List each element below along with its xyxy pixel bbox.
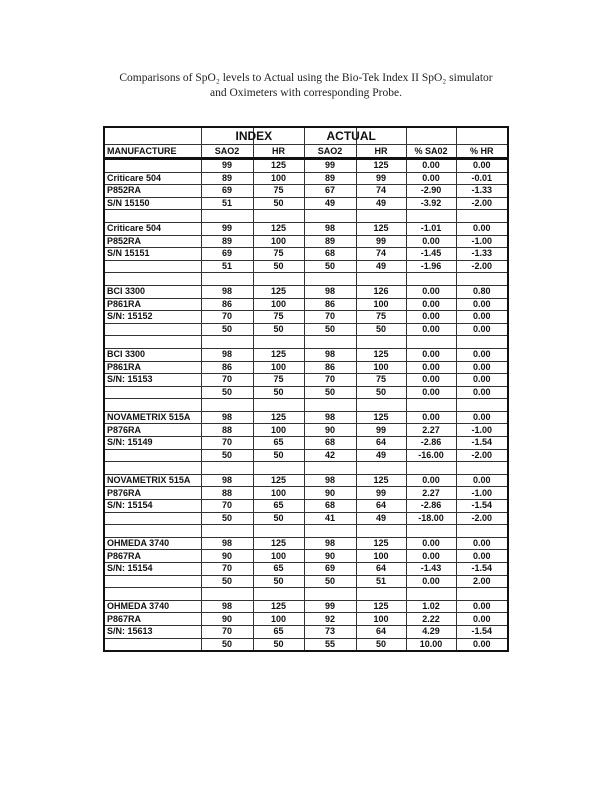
table-row (104, 235, 508, 248)
cell-actual-hr: 125 (356, 537, 406, 550)
cell-actual-hr: 100 (356, 361, 406, 374)
table-row (104, 449, 508, 462)
device-label: P876RA (104, 487, 201, 500)
cell-index-sao2: 50 (201, 638, 253, 651)
cell-pct-sao2: -2.86 (406, 437, 456, 450)
device-label: S/N: 15153 (104, 374, 201, 387)
table-row (104, 487, 508, 500)
device-label: P852RA (104, 185, 201, 198)
device-label: S/N 15150 (104, 197, 201, 210)
cell-pct-sao2: 0.00 (406, 575, 456, 588)
header-index-hr: HR (253, 145, 304, 159)
cell-actual-sao2: 99 (304, 600, 356, 613)
cell-pct-hr: 0.00 (456, 348, 508, 361)
header-actual-hr: HR (356, 145, 406, 159)
cell-actual-hr: 64 (356, 500, 406, 513)
cell-actual-sao2: 70 (304, 374, 356, 387)
cell-actual-sao2: 50 (304, 323, 356, 336)
cell-index-hr: 65 (253, 563, 304, 576)
cell-pct-hr: -1.54 (456, 500, 508, 513)
cell-pct-sao2: -1.01 (406, 222, 456, 235)
group-header-row (104, 127, 508, 145)
device-label (104, 159, 201, 173)
cell-pct-hr: 0.00 (456, 550, 508, 563)
cell-pct-sao2: 10.00 (406, 638, 456, 651)
cell-actual-sao2: 73 (304, 625, 356, 638)
cell-index-sao2: 88 (201, 487, 253, 500)
cell-index-sao2: 88 (201, 424, 253, 437)
cell-index-hr: 125 (253, 537, 304, 550)
cell-pct-hr: 0.80 (456, 285, 508, 298)
cell-actual-sao2: 50 (304, 260, 356, 273)
table-row (104, 563, 508, 576)
device-label: P867RA (104, 550, 201, 563)
cell-actual-sao2: 69 (304, 563, 356, 576)
device-label: Criticare 504 (104, 172, 201, 185)
column-header-row (104, 145, 508, 159)
cell-actual-hr: 126 (356, 285, 406, 298)
cell-index-sao2: 70 (201, 500, 253, 513)
cell-actual-sao2: 90 (304, 424, 356, 437)
table-row (104, 625, 508, 638)
cell-actual-sao2: 98 (304, 348, 356, 361)
cell-pct-hr: -2.00 (456, 260, 508, 273)
cell-actual-hr: 99 (356, 235, 406, 248)
cell-index-sao2: 90 (201, 550, 253, 563)
header-index-sao2: SAO2 (201, 145, 253, 159)
table-row (104, 260, 508, 273)
table-row (104, 285, 508, 298)
actual-group-label: ACTUAL (326, 128, 376, 143)
table-row (104, 323, 508, 336)
cell-pct-sao2: 0.00 (406, 537, 456, 550)
cell-actual-hr: 75 (356, 374, 406, 387)
cell-pct-sao2: 2.27 (406, 424, 456, 437)
cell-index-hr: 75 (253, 185, 304, 198)
device-label (104, 449, 201, 462)
spacer-row (104, 210, 508, 223)
device-label: NOVAMETRIX 515A (104, 411, 201, 424)
cell-index-sao2: 86 (201, 361, 253, 374)
cell-actual-sao2: 68 (304, 248, 356, 261)
device-label (104, 323, 201, 336)
cell-index-sao2: 90 (201, 613, 253, 626)
cell-index-hr: 100 (253, 487, 304, 500)
cell-pct-hr: -1.54 (456, 437, 508, 450)
cell-index-sao2: 69 (201, 185, 253, 198)
table-row (104, 550, 508, 563)
cell-index-sao2: 99 (201, 222, 253, 235)
cell-index-sao2: 50 (201, 512, 253, 525)
cell-actual-hr: 99 (356, 424, 406, 437)
cell-pct-hr: 0.00 (456, 474, 508, 487)
cell-actual-hr: 74 (356, 185, 406, 198)
cell-pct-hr: -1.54 (456, 563, 508, 576)
cell-pct-hr: 0.00 (456, 638, 508, 651)
cell-pct-hr: -0.01 (456, 172, 508, 185)
device-label: S/N: 15152 (104, 311, 201, 324)
spacer-row (104, 588, 508, 601)
cell-pct-hr: 0.00 (456, 298, 508, 311)
table-row (104, 222, 508, 235)
cell-index-hr: 100 (253, 235, 304, 248)
cell-index-sao2: 89 (201, 235, 253, 248)
cell-pct-hr: -1.33 (456, 185, 508, 198)
table-row (104, 298, 508, 311)
cell-pct-hr: -1.33 (456, 248, 508, 261)
device-label: P867RA (104, 613, 201, 626)
cell-pct-sao2: 2.22 (406, 613, 456, 626)
cell-pct-hr: 0.00 (456, 374, 508, 387)
cell-actual-sao2: 50 (304, 575, 356, 588)
device-label: S/N: 15613 (104, 625, 201, 638)
cell-actual-hr: 64 (356, 563, 406, 576)
spacer-row (104, 525, 508, 538)
cell-actual-hr: 64 (356, 437, 406, 450)
cell-actual-hr: 100 (356, 550, 406, 563)
spacer-row (104, 462, 508, 475)
device-label: P876RA (104, 424, 201, 437)
table-row (104, 361, 508, 374)
cell-pct-hr: -2.00 (456, 512, 508, 525)
cell-actual-sao2: 41 (304, 512, 356, 525)
cell-index-sao2: 98 (201, 411, 253, 424)
cell-pct-hr: -1.00 (456, 235, 508, 248)
cell-actual-hr: 49 (356, 512, 406, 525)
cell-actual-sao2: 68 (304, 500, 356, 513)
cell-pct-sao2: 4.29 (406, 625, 456, 638)
cell-index-sao2: 86 (201, 298, 253, 311)
cell-actual-hr: 50 (356, 386, 406, 399)
device-label: S/N: 15154 (104, 500, 201, 513)
cell-actual-sao2: 50 (304, 386, 356, 399)
table-row (104, 424, 508, 437)
cell-index-hr: 50 (253, 386, 304, 399)
cell-actual-sao2: 42 (304, 449, 356, 462)
cell-pct-sao2: 0.00 (406, 235, 456, 248)
cell-index-hr: 100 (253, 424, 304, 437)
cell-pct-hr: -2.00 (456, 197, 508, 210)
cell-pct-sao2: 0.00 (406, 298, 456, 311)
table-row (104, 638, 508, 651)
table-row (104, 197, 508, 210)
cell-pct-hr: 0.00 (456, 159, 508, 173)
document-title (0, 71, 612, 101)
cell-actual-hr: 125 (356, 474, 406, 487)
cell-index-hr: 125 (253, 222, 304, 235)
cell-actual-hr: 125 (356, 159, 406, 173)
device-label: NOVAMETRIX 515A (104, 474, 201, 487)
device-label: P861RA (104, 298, 201, 311)
spacer-row (104, 273, 508, 286)
cell-pct-hr: -1.00 (456, 487, 508, 500)
cell-index-hr: 100 (253, 298, 304, 311)
table-row (104, 348, 508, 361)
title-line-1: Comparisons of SpO₂ levels to Actual using the Bio-Tek Index II SpO₂ simulator (119, 72, 493, 84)
cell-pct-sao2: -3.92 (406, 197, 456, 210)
cell-index-hr: 125 (253, 474, 304, 487)
cell-actual-hr: 125 (356, 222, 406, 235)
cell-index-sao2: 99 (201, 159, 253, 173)
cell-actual-hr: 99 (356, 172, 406, 185)
cell-pct-hr: 0.00 (456, 600, 508, 613)
cell-actual-sao2: 98 (304, 222, 356, 235)
header-manufacture: MANUFACTURE (104, 145, 201, 159)
table-row (104, 374, 508, 387)
spacer-row (104, 336, 508, 349)
cell-actual-hr: 100 (356, 298, 406, 311)
table-row (104, 500, 508, 513)
cell-actual-hr: 50 (356, 638, 406, 651)
table-row (104, 613, 508, 626)
device-label: OHMEDA 3740 (104, 537, 201, 550)
cell-actual-sao2: 90 (304, 487, 356, 500)
cell-pct-sao2: -2.90 (406, 185, 456, 198)
cell-pct-hr: 0.00 (456, 323, 508, 336)
cell-index-hr: 65 (253, 625, 304, 638)
cell-index-hr: 50 (253, 575, 304, 588)
cell-pct-sao2: 0.00 (406, 172, 456, 185)
cell-actual-hr: 125 (356, 411, 406, 424)
cell-index-sao2: 50 (201, 449, 253, 462)
cell-actual-sao2: 98 (304, 537, 356, 550)
cell-pct-hr: -1.00 (456, 424, 508, 437)
comparison-table (103, 126, 509, 652)
cell-pct-sao2: -2.86 (406, 500, 456, 513)
header-pct-hr: % HR (456, 145, 508, 159)
cell-pct-sao2: 0.00 (406, 361, 456, 374)
table-row (104, 437, 508, 450)
cell-pct-sao2: 0.00 (406, 386, 456, 399)
device-label: P852RA (104, 235, 201, 248)
table-row (104, 411, 508, 424)
cell-pct-sao2: 0.00 (406, 159, 456, 173)
device-label: P861RA (104, 361, 201, 374)
cell-pct-sao2: -16.00 (406, 449, 456, 462)
cell-index-hr: 100 (253, 172, 304, 185)
table-row (104, 185, 508, 198)
cell-actual-hr: 99 (356, 487, 406, 500)
cell-actual-sao2: 98 (304, 411, 356, 424)
cell-index-sao2: 51 (201, 260, 253, 273)
cell-index-hr: 50 (253, 638, 304, 651)
cell-pct-sao2: 0.00 (406, 411, 456, 424)
cell-index-hr: 65 (253, 437, 304, 450)
cell-actual-sao2: 89 (304, 235, 356, 248)
cell-index-sao2: 70 (201, 437, 253, 450)
device-label: BCI 3300 (104, 348, 201, 361)
cell-actual-sao2: 86 (304, 361, 356, 374)
cell-index-hr: 100 (253, 361, 304, 374)
cell-index-hr: 125 (253, 285, 304, 298)
cell-pct-sao2: -18.00 (406, 512, 456, 525)
cell-pct-hr: 0.00 (456, 537, 508, 550)
cell-pct-sao2: 0.00 (406, 323, 456, 336)
cell-index-sao2: 70 (201, 625, 253, 638)
cell-index-sao2: 98 (201, 348, 253, 361)
device-label: OHMEDA 3740 (104, 600, 201, 613)
cell-index-hr: 50 (253, 449, 304, 462)
cell-pct-sao2: -1.45 (406, 248, 456, 261)
device-label: BCI 3300 (104, 285, 201, 298)
cell-actual-sao2: 86 (304, 298, 356, 311)
device-label (104, 638, 201, 651)
cell-index-sao2: 98 (201, 600, 253, 613)
table-row (104, 537, 508, 550)
cell-actual-hr: 64 (356, 625, 406, 638)
cell-index-sao2: 69 (201, 248, 253, 261)
cell-pct-hr: 0.00 (456, 222, 508, 235)
cell-pct-sao2: -1.96 (406, 260, 456, 273)
cell-actual-sao2: 99 (304, 159, 356, 173)
device-label (104, 512, 201, 525)
cell-index-hr: 75 (253, 374, 304, 387)
index-group-label: INDEX (235, 127, 286, 145)
cell-actual-sao2: 98 (304, 474, 356, 487)
cell-actual-sao2: 89 (304, 172, 356, 185)
cell-actual-sao2: 92 (304, 613, 356, 626)
cell-actual-sao2: 70 (304, 311, 356, 324)
cell-actual-hr: 50 (356, 323, 406, 336)
table-row (104, 248, 508, 261)
device-label: S/N: 15149 (104, 437, 201, 450)
title-line-2: and Oximeters with corresponding Probe. (210, 87, 402, 99)
cell-actual-sao2: 90 (304, 550, 356, 563)
cell-pct-hr: 0.00 (456, 361, 508, 374)
cell-index-hr: 75 (253, 248, 304, 261)
cell-pct-sao2: 0.00 (406, 311, 456, 324)
cell-index-sao2: 70 (201, 311, 253, 324)
table-row (104, 600, 508, 613)
cell-pct-sao2: 2.27 (406, 487, 456, 500)
cell-pct-sao2: 0.00 (406, 550, 456, 563)
cell-index-sao2: 98 (201, 285, 253, 298)
cell-pct-sao2: 0.00 (406, 285, 456, 298)
cell-index-hr: 125 (253, 159, 304, 173)
cell-actual-hr: 125 (356, 348, 406, 361)
cell-index-sao2: 70 (201, 563, 253, 576)
cell-index-sao2: 70 (201, 374, 253, 387)
cell-pct-hr: -2.00 (456, 449, 508, 462)
cell-index-sao2: 50 (201, 323, 253, 336)
cell-pct-sao2: 0.00 (406, 348, 456, 361)
cell-index-hr: 65 (253, 500, 304, 513)
table-row (104, 512, 508, 525)
cell-index-hr: 50 (253, 323, 304, 336)
cell-index-hr: 50 (253, 512, 304, 525)
cell-pct-sao2: 0.00 (406, 474, 456, 487)
cell-actual-hr: 100 (356, 613, 406, 626)
table-row (104, 159, 508, 173)
cell-actual-sao2: 49 (304, 197, 356, 210)
cell-actual-sao2: 67 (304, 185, 356, 198)
cell-actual-hr: 49 (356, 260, 406, 273)
table-row (104, 575, 508, 588)
cell-pct-hr: 0.00 (456, 411, 508, 424)
header-pct-sao2: % SA02 (406, 145, 456, 159)
cell-pct-hr: -1.54 (456, 625, 508, 638)
cell-index-hr: 125 (253, 348, 304, 361)
device-label: Criticare 504 (104, 222, 201, 235)
device-label (104, 386, 201, 399)
device-label (104, 260, 201, 273)
cell-actual-hr: 49 (356, 449, 406, 462)
table-row (104, 474, 508, 487)
device-label: S/N 15151 (104, 248, 201, 261)
cell-index-hr: 50 (253, 197, 304, 210)
cell-index-hr: 100 (253, 613, 304, 626)
cell-pct-hr: 0.00 (456, 386, 508, 399)
cell-index-hr: 75 (253, 311, 304, 324)
cell-index-hr: 50 (253, 260, 304, 273)
cell-index-hr: 125 (253, 411, 304, 424)
cell-index-hr: 125 (253, 600, 304, 613)
device-label (104, 575, 201, 588)
cell-pct-hr: 0.00 (456, 311, 508, 324)
cell-index-sao2: 50 (201, 575, 253, 588)
cell-actual-hr: 75 (356, 311, 406, 324)
cell-actual-hr: 125 (356, 600, 406, 613)
cell-pct-sao2: 1.02 (406, 600, 456, 613)
cell-pct-sao2: 0.00 (406, 374, 456, 387)
cell-actual-sao2: 55 (304, 638, 356, 651)
cell-index-sao2: 50 (201, 386, 253, 399)
spacer-row (104, 399, 508, 412)
cell-pct-hr: 2.00 (456, 575, 508, 588)
cell-index-sao2: 89 (201, 172, 253, 185)
cell-pct-hr: 0.00 (456, 613, 508, 626)
cell-actual-hr: 74 (356, 248, 406, 261)
cell-actual-hr: 51 (356, 575, 406, 588)
header-actual-sao2: SAO2 (304, 145, 356, 159)
cell-actual-sao2: 98 (304, 285, 356, 298)
cell-actual-hr: 49 (356, 197, 406, 210)
device-label: S/N: 15154 (104, 563, 201, 576)
cell-index-hr: 100 (253, 550, 304, 563)
table-row (104, 386, 508, 399)
cell-actual-sao2: 68 (304, 437, 356, 450)
cell-index-sao2: 98 (201, 474, 253, 487)
table-row (104, 172, 508, 185)
cell-index-sao2: 98 (201, 537, 253, 550)
table-row (104, 311, 508, 324)
cell-index-sao2: 51 (201, 197, 253, 210)
cell-pct-sao2: -1.43 (406, 563, 456, 576)
